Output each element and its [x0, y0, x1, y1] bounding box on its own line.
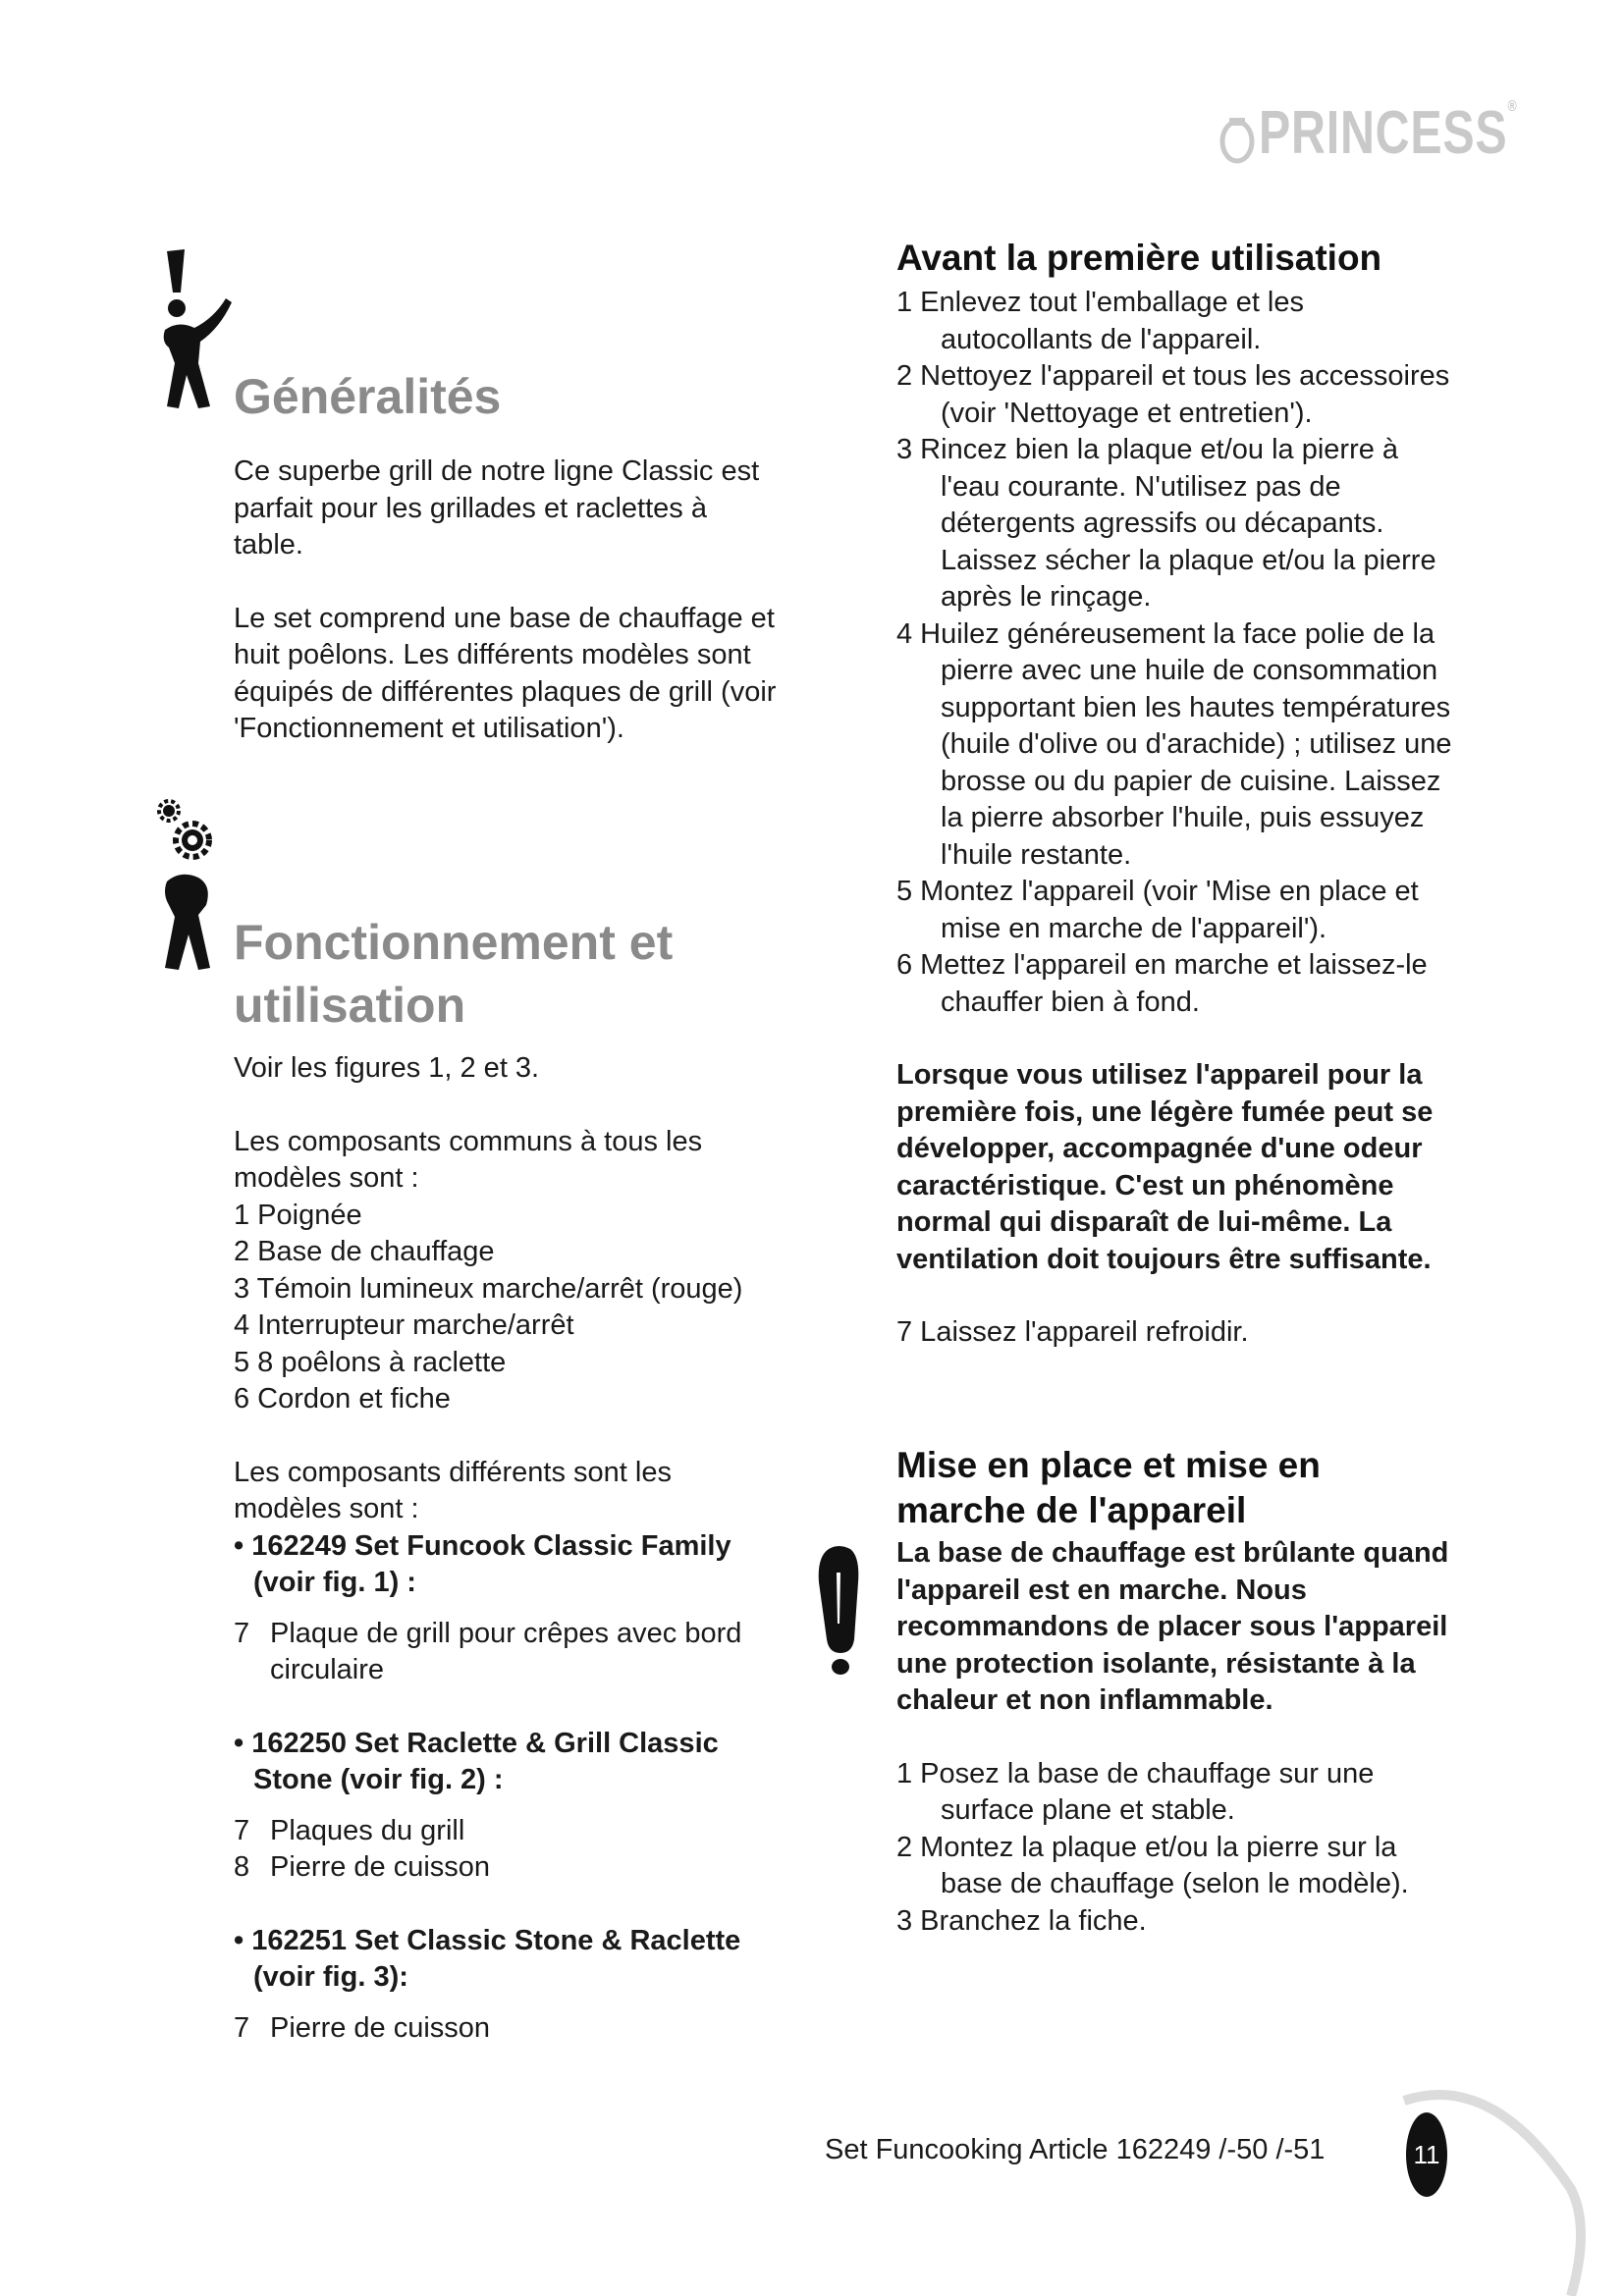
list-item: 6 Cordon et fiche [234, 1383, 451, 1415]
figures-reference: Voir les figures 1, 2 et 3. [234, 1052, 540, 1084]
step-7: 7 Laissez l'appareil refroidir. [896, 1316, 1249, 1348]
list-item: 3 Témoin lumineux marche/arrêt (rouge) [234, 1272, 743, 1305]
mise-title [896, 1443, 1461, 1533]
list-item [234, 1813, 784, 1850]
avant-steps-list [896, 285, 1461, 1021]
model-162251-list [234, 2010, 784, 2048]
list-item: 4 Huilez généreusement la face polie de la pierre avec une huile de consommation supportant bien les hautes températures (huile d'olive ou d'arachide) ; utilisez une brosse ou du papier de cuisine. Laissez la pierre absorber l'huile, puis essuyez l'huile restante. [896, 617, 1452, 871]
model-162251-heading: • 162251 Set Classic Stone & Raclette (voir fig. 3): [234, 1924, 741, 1993]
list-item: 6 Mettez l'appareil en marche et laissez-le chauffer bien à fond. [896, 949, 1428, 1018]
list-item: 4 Interrupteur marche/arrêt [234, 1309, 574, 1341]
common-components-list [234, 1198, 784, 1418]
model-162249-list [234, 1616, 784, 1689]
list-item: 5 8 poêlons à raclette [234, 1346, 507, 1378]
list-item: 2 Base de chauffage [234, 1236, 495, 1267]
registered-mark: ® [1507, 98, 1518, 115]
brand-logo [1259, 98, 1517, 168]
model-162250-list [234, 1813, 784, 1887]
generalites-paragraph-2: Le set comprend une base de chauffage et huit poêlons. Les différents modèles sont équipés de différentes plaques de grill (voir 'Fonctionnement et utilisation'). [234, 602, 777, 744]
fonctionnement-section [234, 911, 784, 2047]
fonctionnement-title-line2: utilisation [234, 978, 466, 1033]
list-item: 1 Poignée [234, 1199, 362, 1231]
model-162250-heading: • 162250 Set Raclette & Grill Classic Stone (voir fig. 2) : [234, 1727, 719, 1795]
mise-title-line2: marche de l'appareil [896, 1490, 1247, 1530]
item-text: Plaques du grill [270, 1814, 465, 1846]
brand-logo-text: PRINCESS [1259, 99, 1508, 167]
list-item: 5 Montez l'appareil (voir 'Mise en place et mise en marche de l'appareil'). [896, 876, 1419, 944]
generalites-paragraph-1: Ce superbe grill de notre ligne Classic est parfait pour les grillades et raclettes à table. [234, 455, 760, 561]
mise-section [896, 1443, 1461, 1940]
list-item [234, 2010, 784, 2048]
list-item: 1 Posez la base de chauffage sur une surface plane et stable. [896, 1757, 1375, 1826]
item-text: Plaque de grill pour crêpes avec bord circulaire [270, 1617, 742, 1685]
different-components-intro: Les composants différents sont les modèles sont : [234, 1456, 672, 1524]
list-item: 2 Nettoyez l'appareil et tous les accessoires (voir 'Nettoyage et entretien'). [896, 360, 1450, 429]
footer-text: Set Funcooking Article 162249 /-50 /-51 [825, 2134, 1326, 2165]
list-item: 2 Montez la plaque et/ou la pierre sur la base de chauffage (selon le modèle). [896, 1831, 1409, 1899]
gear-person-icon [155, 797, 234, 974]
item-text: Pierre de cuisson [270, 1851, 491, 1883]
item-number: 7 [234, 1617, 250, 1649]
warning-person-icon [159, 247, 236, 412]
item-number: 7 [234, 1814, 250, 1846]
mise-steps-list [896, 1756, 1461, 1941]
hot-base-warning: La base de chauffage est brûlante quand l'appareil est en marche. Nous recommandons de placer sous l'appareil une protection isolante, résistante à la chaleur et non inflammable. [896, 1537, 1449, 1716]
generalites-title: Généralités [234, 369, 502, 424]
list-item: 3 Branchez la fiche. [896, 1904, 1147, 1937]
avant-title: Avant la première utilisation [896, 238, 1382, 278]
avant-section [896, 236, 1461, 1352]
list-item [234, 1616, 784, 1689]
exclamation-icon [811, 1543, 866, 1677]
princess-crown-icon [1218, 110, 1257, 165]
fonctionnement-title [234, 911, 784, 1037]
item-number: 7 [234, 2011, 250, 2044]
list-item [234, 1849, 784, 1887]
model-162249-heading: • 162249 Set Funcook Classic Family (voir fig. 1) : [234, 1529, 731, 1598]
list-item: 3 Rincez bien la plaque et/ou la pierre à l'eau courante. N'utilisez pas de détergents agressifs ou décapants. Laissez sécher la plaque et/ou la pierre après le rinçage. [896, 434, 1436, 613]
list-item: 1 Enlevez tout l'emballage et les autocollants de l'appareil. [896, 287, 1305, 355]
item-text: Pierre de cuisson [270, 2011, 491, 2044]
fonctionnement-title-line1: Fonctionnement et [234, 915, 674, 970]
first-use-warning: Lorsque vous utilisez l'appareil pour la première fois, une légère fumée peut se développer, accompagnée d'une odeur caractéristique. C'est un phénomène normal qui disparaît de lui-même. La ventilation doit toujours être suffisante. [896, 1059, 1434, 1275]
generalites-section [234, 365, 784, 748]
mise-title-line1: Mise en place et mise en [896, 1445, 1321, 1485]
page-number: 11 [1406, 2112, 1447, 2197]
common-components-intro: Les composants communs à tous les modèles sont : [234, 1125, 703, 1194]
item-number: 8 [234, 1851, 250, 1883]
